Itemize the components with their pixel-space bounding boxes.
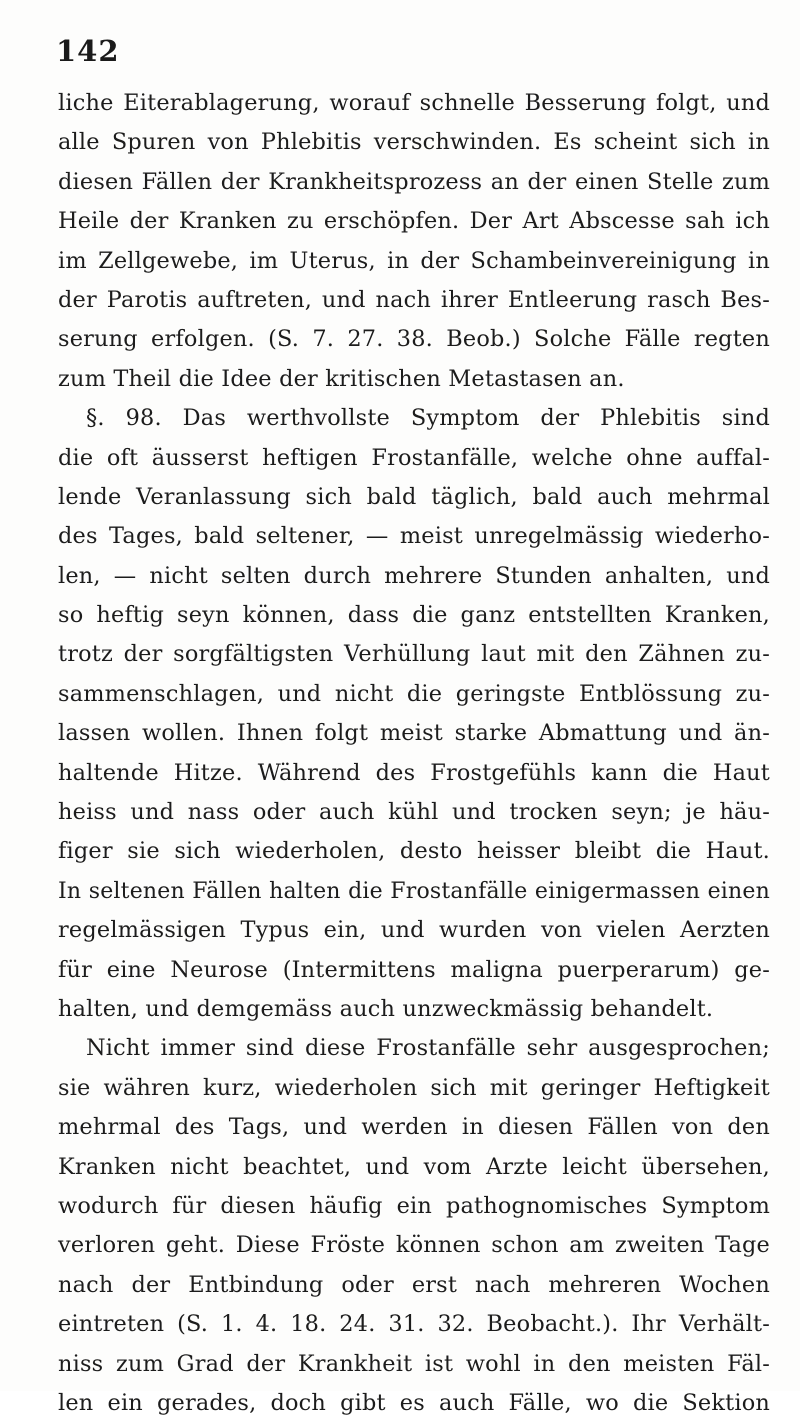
text-line: heiss und nass oder auch kühl und trocken seyn; je häu-: [58, 799, 770, 826]
text-line: eintreten (S. 1. 4. 18. 24. 31. 32. Beobacht.). Ihr Verhält-: [58, 1311, 770, 1338]
text-line: figer sie sich wiederholen, desto heisser bleibt die Haut.: [58, 838, 770, 865]
text-line: In seltenen Fällen halten die Frostanfälle einigermassen einen: [58, 878, 770, 904]
text-line: Nicht immer sind diese Frostanfälle sehr ausgesprochen;: [86, 1035, 770, 1062]
text-line: zum Theil die Idee der kritischen Metastasen an.: [58, 365, 625, 392]
text-line: lassen wollen. Ihnen folgt meist starke Abmattung und än-: [58, 720, 770, 747]
text-line: sie währen kurz, wiederholen sich mit geringer Heftigkeit: [58, 1074, 770, 1101]
text-line: halten, und demgemäss auch unzweckmässig behandelt.: [58, 995, 714, 1022]
text-line: §. 98. Das werthvollste Symptom der Phlebitis sind: [86, 405, 770, 432]
text-line: serung erfolgen. (S. 7. 27. 38. Beob.) Solche Fälle regten: [58, 326, 770, 353]
text-line: sammenschlagen, und nicht die geringste Entblössung zu-: [58, 680, 770, 707]
text-line: trotz der sorgfältigsten Verhüllung laut mit den Zähnen zu-: [58, 641, 770, 668]
text-line: liche Eiterablagerung, worauf schnelle Besserung folgt, und: [58, 90, 770, 116]
text-line: Kranken nicht beachtet, und vom Arzte leicht übersehen,: [58, 1153, 770, 1180]
text-line: so heftig seyn können, dass die ganz entstellten Kranken,: [58, 602, 770, 629]
body-text: [58, 84, 770, 1423]
text-line: im Zellgewebe, im Uterus, in der Schambeinvereinigung in: [58, 247, 770, 274]
text-line: nach der Entbindung oder erst nach mehreren Wochen: [58, 1271, 770, 1298]
text-line: niss zum Grad der Krankheit ist wohl in den meisten Fäl-: [58, 1350, 770, 1377]
text-line: len ein gerades, doch gibt es auch Fälle, wo die Sektion: [58, 1389, 770, 1416]
text-line: diesen Fällen der Krankheitsprozess an der einen Stelle zum: [58, 168, 770, 195]
text-line: die oft äusserst heftigen Frostanfälle, welche ohne auffal-: [58, 444, 770, 471]
text-line: len, — nicht selten durch mehrere Stunden anhalten, und: [58, 562, 770, 589]
text-line: mehrmal des Tags, und werden in diesen Fällen von den: [58, 1114, 770, 1141]
text-line: des Tages, bald seltener, — meist unregelmässig wiederho-: [58, 523, 770, 550]
text-line: haltende Hitze. Während des Frostgefühls kann die Haut: [58, 759, 770, 786]
page-number: 142: [56, 34, 120, 68]
text-line: für eine Neurose (Intermittens maligna puerperarum) ge-: [58, 956, 770, 983]
text-line: verloren geht. Diese Fröste können schon am zweiten Tage: [58, 1232, 770, 1259]
text-line: Heile der Kranken zu erschöpfen. Der Art Abscesse sah ich: [58, 208, 770, 235]
text-line: alle Spuren von Phlebitis verschwinden. Es scheint sich in: [58, 129, 770, 156]
text-line: lende Veranlassung sich bald täglich, bald auch mehrmal: [58, 483, 770, 510]
text-line: der Parotis auftreten, und nach ihrer Entleerung rasch Bes-: [58, 286, 770, 313]
text-line: wodurch für diesen häufig ein pathognomisches Symptom: [58, 1192, 770, 1219]
text-line: regelmässigen Typus ein, und wurden von vielen Aerzten: [58, 917, 770, 944]
